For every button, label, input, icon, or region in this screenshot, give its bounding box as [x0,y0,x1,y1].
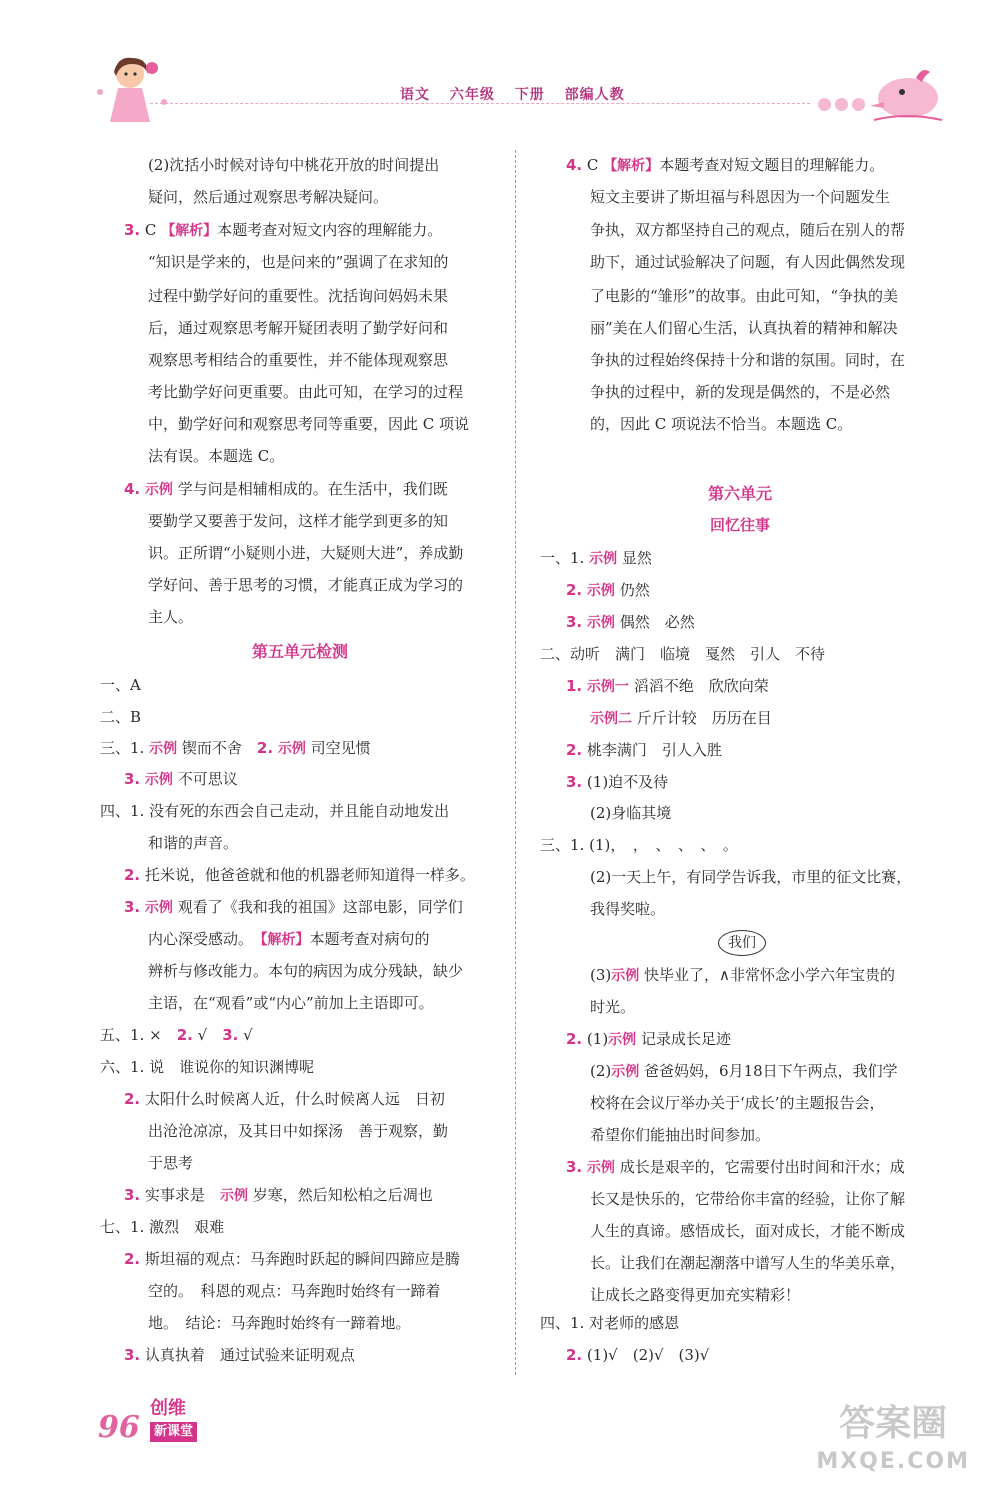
answer-4: 4. 示例 学与问是相辅相成的。在生活中，我们既 [124,480,448,498]
text-line: 辨析与修改能力。本句的病因为成分残缺，缺少 [148,962,464,980]
text-line: 希望你们能抽出时间参加。 [590,1126,771,1144]
text-line: 助下，通过试验解决了问题，有人因此偶然发现 [590,253,906,271]
text-line: 校将在会议厅举办关于‘成长’的主题报告会， [590,1094,885,1112]
answer-four: 四、1. 没有死的东西会自己走动，并且能自动地发出 [100,802,450,820]
answer-three: 三、1. (1)， ， 、 、 、 。 [540,836,738,854]
answer-two-3: 3. (1)迫不及待 [566,773,669,791]
watermark [816,1405,970,1481]
text-line: 主人。 [148,608,194,626]
answer-two-1b: 示例二 斤斤计较 历历在目 [590,709,772,727]
text-line: 让成长之路变得更加充实精彩！ [590,1286,801,1304]
watermark-text: 答案圈 [839,1403,948,1444]
answer-two: 二、动听 满门 临境 戛然 引人 不待 [540,645,826,663]
page-header [0,0,1000,140]
text-line: 于思考 [148,1154,194,1172]
text-line: 考比勤学好问更重要。由此可知，在学习的过程 [148,383,464,401]
text-line: (2)示例 爸爸妈妈，6月18日下午两点，我们学 [590,1062,898,1080]
text-line: (3)示例 快毕业了，∧非常怀念小学六年宝贵的 [590,966,896,984]
brand-logo-bottom: 新课堂 [150,1422,197,1442]
answer-seven: 七、1. 激烈 艰难 [100,1218,225,1236]
answer-six-2: 2. 太阳什么时候离人近，什么时候离人远 日初 [124,1090,445,1108]
text-line: 法有误。本题选 C。 [148,447,285,465]
watermark-url: MXQE.COM [816,1449,970,1474]
page-number: 96 [98,1410,140,1445]
answer-two-1: 1. 示例一 滔滔不绝 欣欣向荣 [566,677,769,695]
answer-six-3: 3. 实事求是 示例 岁寒，然后知松柏之后凋也 [124,1186,433,1204]
text-line: 空的。 科恩的观点：马奔跑时始终有一蹄着 [148,1282,441,1300]
answer-six: 六、1. 说 谁说你的知识渊博呢 [100,1058,315,1076]
text-line: 和谐的声音。 [148,834,239,852]
text-line: 内心深受感动。 【解析】本题考查对病句的 [148,930,430,948]
text-line: 我得奖啦。 [590,900,666,918]
header-title [400,84,639,104]
text-line: 要勤学又要善于发问，这样才能学到更多的知 [148,512,449,530]
answer-five: 五、1. × 2. √ 3. √ [100,1026,253,1044]
answer-seven-2: 2. 斯坦福的观点：马奔跑时跃起的瞬间四蹄应是腾 [124,1250,460,1268]
answer-one: 一、1. 示例 显然 [540,549,652,567]
text-line: 中，勤学好问和观察思考同等重要，因此 C 项说 [148,415,470,433]
header-subject: 语文 [400,87,430,103]
answer-three: 三、1. 示例 锲而不舍 2. 示例 司空见惯 [100,739,371,757]
header-volume: 下册 [514,87,545,103]
header-dots [818,96,869,115]
text-line: 的，因此 C 项说法不恰当。本题选 C。 [590,415,853,433]
text-line: 争执的过程始终保持十分和谐的氛围。同时，在 [590,351,906,369]
header-edition: 部编人教 [564,87,625,103]
text-line: 了电影的“雏形”的故事。由此可知，“争执的美 [590,287,899,305]
text-line: (2)一天上午，有同学告诉我，市里的征文比赛， [590,868,912,886]
text-line: “知识是学来的，也是问来的”强调了在求知的 [148,253,449,271]
answer-three-2: 2. (1)示例 记录成长足迹 [566,1030,731,1048]
brand-logo-top: 创维 [150,1398,186,1419]
text-line: 长。让我们在潮起潮落中谱写人生的华美乐章， [590,1254,906,1272]
answer-three-3: 3. 示例 不可思议 [124,770,238,788]
answer-three-3: 3. 示例 成长是艰辛的，它需要付出时间和汗水；成 [566,1158,905,1176]
section-title: 第五单元检测 [251,642,348,661]
answer-seven-3: 3. 认真执着 通过试验来证明观点 [124,1346,355,1364]
brand-logo [150,1400,197,1442]
answer-four-3: 3. 示例 观看了《我和我的祖国》这部电影，同学们 [124,898,463,916]
text-line: (2)沈括小时候对诗句中桃花开放的时间提出 [148,156,440,174]
text-line: 疑问，然后通过观察思考解决疑问。 [148,188,389,206]
text-line: 短文主要讲了斯坦福与科恩因为一个问题发生 [590,188,891,206]
text-line: 观察思考相结合的重要性，并不能体现观察思 [148,351,449,369]
text-line: 出沧沧凉凉，及其日中如探汤 善于观察，勤 [148,1122,449,1140]
answer-four-2: 2. 托米说，他爸爸就和他的机器老师知道得一样多。 [124,866,475,884]
unit-title: 第六单元 [707,484,772,503]
text-line: 人生的真谛。感悟成长，面对成长，才能不断成 [590,1222,906,1240]
answer-four: 四、1. 对老师的感恩 [540,1314,680,1332]
answer-4: 4. C 【解析】本题考查对短文题目的理解能力。 [566,156,885,174]
answer-one-2: 2. 示例 仍然 [566,581,650,599]
answer-four-2: 2. (1)√ (2)√ (3)√ [566,1346,710,1364]
text-line: 时光。 [590,998,636,1016]
answer-one-3: 3. 示例 偶然 必然 [566,613,695,631]
answer-one: 一、A [100,676,141,694]
text-line: 长又是快乐的，它带给你丰富的经验，让你了解 [590,1190,906,1208]
text-line: 争执的过程中，新的发现是偶然的，不是必然 [590,383,891,401]
text-line: 地。 结论：马奔跑时始终有一蹄着地。 [148,1314,411,1332]
cartoon-bird-icon [866,62,946,124]
answer-3: 3. C 【解析】本题考查对短文内容的理解能力。 [124,221,443,239]
text-line: 后，通过观察思考解开疑团表明了勤学好问和 [148,319,449,337]
text-line: 主语，在“观看”或“内心”前加上主语即可。 [148,994,434,1012]
text-line: 学好问、善于思考的习惯，才能真正成为学习的 [148,576,464,594]
text-line: 识。正所谓“小疑则小进，大疑则大进”，养成勤 [148,544,464,562]
text-line: 过程中勤学好问的重要性。沈括询问妈妈未果 [148,287,449,305]
text-line: (2)身临其境 [590,804,672,822]
text-line: 争执，双方都坚持自己的观点，随后在别人的帮 [590,221,906,239]
answer-two-2: 2. 桃李满门 引人入胜 [566,741,722,759]
answer-two: 二、B [100,708,142,726]
unit-subtitle: 回忆往事 [709,516,770,534]
insert-word-circle: 我们 [718,930,766,956]
text-line: 丽”美在人们留心生活，认真执着的精神和解决 [590,319,898,337]
column-divider [515,150,516,1375]
cartoon-girl-icon [88,52,178,132]
header-grade: 六年级 [449,87,495,103]
